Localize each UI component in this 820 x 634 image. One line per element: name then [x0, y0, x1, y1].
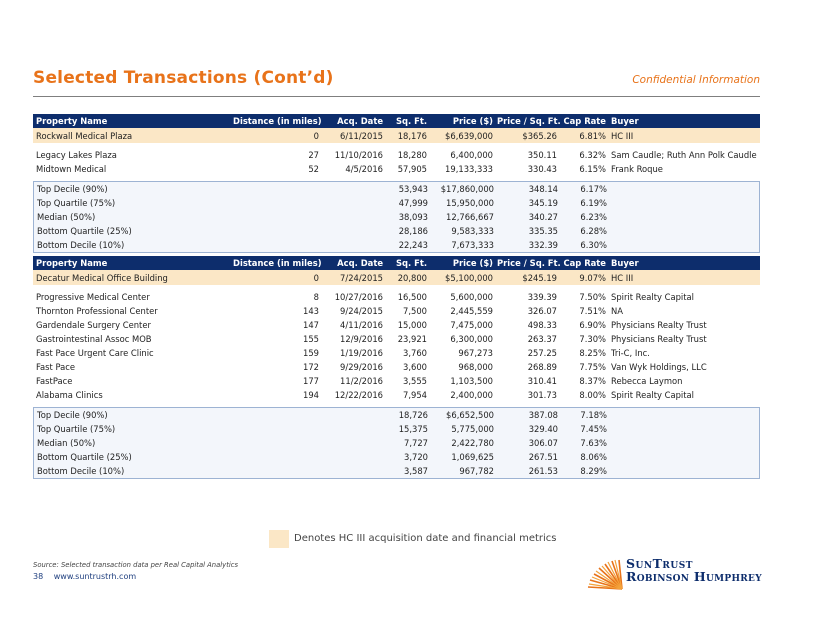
- table-cell: FastPace: [36, 376, 73, 386]
- table-cell: Fast Pace Urgent Care Clinic: [36, 348, 154, 358]
- table-cell: 147: [303, 320, 319, 330]
- stats-value: 7,727: [404, 438, 428, 448]
- stats-value: 47,999: [398, 198, 428, 208]
- stats-value: 267.51: [528, 452, 558, 462]
- column-header: Property Name: [36, 116, 108, 126]
- stats-row: [34, 422, 759, 436]
- table-cell: 8.25%: [579, 348, 606, 358]
- stats-value: 340.27: [528, 212, 558, 222]
- stats-value: 7.63%: [580, 438, 607, 448]
- table-cell: 7/24/2015: [340, 272, 383, 283]
- stats-value: 53,943: [398, 184, 428, 194]
- table-cell: 498.33: [527, 320, 557, 330]
- stats-value: 7.45%: [580, 424, 607, 434]
- table-cell: Frank Roque: [611, 164, 663, 174]
- table-cell: 6.81%: [579, 130, 606, 141]
- column-header: Sq. Ft.: [395, 116, 427, 126]
- table-cell: Midtown Medical: [36, 164, 107, 174]
- table-cell: $6,639,000: [445, 130, 493, 141]
- table-row: [33, 290, 760, 304]
- stats-value: 3,587: [404, 466, 428, 476]
- stats-label: Top Decile (90%): [37, 184, 108, 194]
- column-header: Price / Sq. Ft.: [497, 116, 561, 126]
- table-cell: 177: [303, 376, 319, 386]
- table-cell: 20,800: [397, 272, 427, 283]
- stats-value: 6.19%: [580, 198, 607, 208]
- table-cell: Rockwall Medical Plaza: [36, 130, 133, 141]
- table-cell: 4/11/2016: [340, 320, 383, 330]
- stats-label: Median (50%): [37, 438, 96, 448]
- stats-row: [34, 210, 759, 224]
- table-cell: NA: [611, 306, 623, 316]
- column-header: Buyer: [611, 116, 639, 126]
- table-cell: 310.41: [527, 376, 557, 386]
- table-row: [33, 360, 760, 374]
- stats-row: [34, 464, 759, 478]
- stats-value: 306.07: [528, 438, 558, 448]
- table-header: [33, 114, 760, 128]
- table-cell: 7.50%: [579, 292, 606, 302]
- table-cell: Rebecca Laymon: [611, 376, 683, 386]
- table-cell: 10/27/2016: [334, 292, 383, 302]
- table-cell: 263.37: [527, 334, 557, 344]
- stats-label: Top Quartile (75%): [37, 198, 116, 208]
- table-row: [33, 346, 760, 360]
- table-cell: Physicians Realty Trust: [611, 334, 707, 344]
- table-cell: Van Wyk Holdings, LLC: [611, 362, 707, 372]
- stats-row: [34, 436, 759, 450]
- stats-value: 261.53: [528, 466, 558, 476]
- highlight-row: [33, 270, 760, 285]
- table-cell: 52: [308, 164, 319, 174]
- title-divider: [33, 96, 760, 97]
- legend-text: Denotes HC III acquisition date and financial metrics: [294, 533, 557, 544]
- table-cell: 9/24/2015: [340, 306, 383, 316]
- table-cell: Alabama Clinics: [36, 390, 103, 400]
- table-cell: 257.25: [527, 348, 557, 358]
- table-cell: 23,921: [397, 334, 427, 344]
- table-cell: Legacy Lakes Plaza: [36, 150, 117, 160]
- stats-value: 335.35: [528, 226, 558, 236]
- table-row: [33, 304, 760, 318]
- column-header: Sq. Ft.: [395, 258, 427, 268]
- table-cell: Physicians Realty Trust: [611, 320, 707, 330]
- stats-label: Top Decile (90%): [37, 410, 108, 420]
- table-row: [33, 332, 760, 346]
- logo: [626, 557, 762, 583]
- column-header: Price / Sq. Ft.: [497, 258, 561, 268]
- stats-row: [34, 196, 759, 210]
- stats-value: 329.40: [528, 424, 558, 434]
- table-cell: 0: [313, 272, 319, 283]
- table-cell: 8: [313, 292, 319, 302]
- table-cell: HC III: [611, 272, 634, 283]
- stats-label: Bottom Decile (10%): [37, 240, 125, 250]
- stats-value: $17,860,000: [440, 184, 494, 194]
- table-cell: Fast Pace: [36, 362, 76, 372]
- stats-label: Bottom Quartile (25%): [37, 226, 132, 236]
- column-header: Acq. Date: [337, 258, 383, 268]
- table-cell: 268.89: [527, 362, 557, 372]
- table-row: [33, 374, 760, 388]
- table-row: [33, 388, 760, 402]
- stats-value: 6.17%: [580, 184, 607, 194]
- table-cell: 350.11: [527, 150, 557, 160]
- table-cell: 8.37%: [579, 376, 606, 386]
- column-header: Price ($): [452, 116, 493, 126]
- stats-row: [34, 238, 759, 252]
- table-cell: 12/22/2016: [334, 390, 383, 400]
- table-cell: 18,176: [397, 130, 427, 141]
- table-cell: 9.07%: [579, 272, 606, 283]
- table-cell: Thornton Professional Center: [36, 306, 158, 316]
- table-cell: 3,600: [403, 362, 427, 372]
- table-row: [33, 148, 760, 162]
- table-cell: 11/2/2016: [340, 376, 383, 386]
- footer: [33, 572, 136, 581]
- logo-line1: SunTrust: [626, 556, 693, 571]
- table-cell: 6.90%: [579, 320, 606, 330]
- table-cell: 0: [313, 130, 319, 141]
- stats-box: [33, 181, 760, 253]
- table-cell: Tri-C, Inc.: [611, 348, 650, 358]
- table-cell: 172: [303, 362, 319, 372]
- stats-value: 5,775,000: [451, 424, 494, 434]
- stats-value: 348.14: [528, 184, 558, 194]
- table-cell: 9/29/2016: [340, 362, 383, 372]
- table-cell: 16,500: [397, 292, 427, 302]
- table-row: [33, 318, 760, 332]
- stats-value: 15,375: [398, 424, 428, 434]
- stats-value: 28,186: [398, 226, 428, 236]
- stats-value: 6.23%: [580, 212, 607, 222]
- stats-value: 7.18%: [580, 410, 607, 420]
- column-header: Distance (in miles): [233, 258, 322, 268]
- column-header: Buyer: [611, 258, 639, 268]
- logo-line2: Robinson Humphrey: [626, 569, 762, 584]
- table-cell: 7,954: [403, 390, 427, 400]
- table-cell: 12/9/2016: [340, 334, 383, 344]
- table-cell: 7.51%: [579, 306, 606, 316]
- stats-row: [34, 408, 759, 422]
- table-cell: 6,300,000: [450, 334, 493, 344]
- table-cell: 3,555: [403, 376, 427, 386]
- stats-value: 967,782: [459, 466, 494, 476]
- table-cell: Gardendale Surgery Center: [36, 320, 151, 330]
- stats-row: [34, 182, 759, 196]
- table-cell: Progressive Medical Center: [36, 292, 150, 302]
- stats-value: 6.30%: [580, 240, 607, 250]
- table-cell: 7.75%: [579, 362, 606, 372]
- table-cell: 967,273: [458, 348, 493, 358]
- table-cell: Gastrointestinal Assoc MOB: [36, 334, 152, 344]
- stats-value: 3,720: [404, 452, 428, 462]
- transactions-table-1: [33, 114, 760, 253]
- column-header: Cap Rate: [563, 258, 606, 268]
- stats-value: 7,673,333: [451, 240, 494, 250]
- stats-value: 12,766,667: [446, 212, 494, 222]
- footer-url[interactable]: www.suntrustrh.com: [53, 572, 137, 581]
- highlight-row: [33, 128, 760, 143]
- table-cell: 301.73: [527, 390, 557, 400]
- table-cell: 18,280: [397, 150, 427, 160]
- table-cell: 11/10/2016: [334, 150, 383, 160]
- table-cell: 2,445,559: [450, 306, 493, 316]
- stats-value: $6,652,500: [446, 410, 494, 420]
- stats-label: Median (50%): [37, 212, 96, 222]
- table-cell: 1,103,500: [450, 376, 493, 386]
- stats-value: 332.39: [528, 240, 558, 250]
- stats-value: 8.06%: [580, 452, 607, 462]
- table-cell: 330.43: [527, 164, 557, 174]
- table-cell: 6.15%: [579, 164, 606, 174]
- stats-value: 2,422,780: [451, 438, 494, 448]
- column-header: Distance (in miles): [233, 116, 322, 126]
- stats-value: 9,583,333: [451, 226, 494, 236]
- table-cell: 7.30%: [579, 334, 606, 344]
- table-cell: 194: [303, 390, 319, 400]
- table-cell: 2,400,000: [450, 390, 493, 400]
- table-cell: 19,133,333: [445, 164, 493, 174]
- stats-value: 387.08: [528, 410, 558, 420]
- column-header: Cap Rate: [563, 116, 606, 126]
- transactions-table-2: [33, 256, 760, 479]
- stats-label: Top Quartile (75%): [37, 424, 116, 434]
- table-cell: 326.07: [527, 306, 557, 316]
- column-header: Price ($): [452, 258, 493, 268]
- table-cell: 6.32%: [579, 150, 606, 160]
- table-cell: $5,100,000: [445, 272, 493, 283]
- stats-label: Bottom Quartile (25%): [37, 452, 132, 462]
- stats-value: 38,093: [398, 212, 428, 222]
- table-cell: 7,475,000: [450, 320, 493, 330]
- table-cell: Decatur Medical Office Building: [36, 272, 168, 283]
- table-cell: 3,760: [403, 348, 427, 358]
- legend-swatch: [269, 530, 289, 548]
- table-row: [33, 162, 760, 176]
- table-cell: 155: [303, 334, 319, 344]
- table-cell: 968,000: [458, 362, 493, 372]
- table-cell: 8.00%: [579, 390, 606, 400]
- table-cell: 4/5/2016: [345, 164, 383, 174]
- table-header: [33, 256, 760, 270]
- stats-value: 345.19: [528, 198, 558, 208]
- stats-value: 6.28%: [580, 226, 607, 236]
- column-header: Property Name: [36, 258, 108, 268]
- stats-value: 18,726: [398, 410, 428, 420]
- table-cell: 6,400,000: [450, 150, 493, 160]
- table-cell: 6/11/2015: [340, 130, 383, 141]
- table-cell: 57,905: [397, 164, 427, 174]
- table-cell: 1/19/2016: [340, 348, 383, 358]
- table-cell: Sam Caudle; Ruth Ann Polk Caudle: [611, 150, 757, 160]
- table-cell: Spirit Realty Capital: [611, 390, 694, 400]
- stats-row: [34, 450, 759, 464]
- table-cell: 159: [303, 348, 319, 358]
- stats-value: 8.29%: [580, 466, 607, 476]
- table-cell: 7,500: [403, 306, 427, 316]
- stats-row: [34, 224, 759, 238]
- table-cell: Spirit Realty Capital: [611, 292, 694, 302]
- table-cell: 339.39: [527, 292, 557, 302]
- stats-value: 15,950,000: [446, 198, 494, 208]
- stats-label: Bottom Decile (10%): [37, 466, 125, 476]
- source-note: Source: Selected transaction data per Real Capital Analytics: [33, 561, 239, 569]
- confidential-label: Confidential Information: [632, 74, 760, 86]
- table-cell: $245.19: [522, 272, 557, 283]
- table-cell: 27: [308, 150, 319, 160]
- page-number: 38: [33, 572, 44, 581]
- table-cell: $365.26: [522, 130, 557, 141]
- table-cell: 15,000: [397, 320, 427, 330]
- table-cell: 143: [303, 306, 319, 316]
- table-cell: 5,600,000: [450, 292, 493, 302]
- table-cell: HC III: [611, 130, 634, 141]
- stats-box: [33, 407, 760, 479]
- page-title: Selected Transactions (Cont’d): [33, 68, 334, 88]
- column-header: Acq. Date: [337, 116, 383, 126]
- stats-value: 1,069,625: [451, 452, 494, 462]
- stats-value: 22,243: [398, 240, 428, 250]
